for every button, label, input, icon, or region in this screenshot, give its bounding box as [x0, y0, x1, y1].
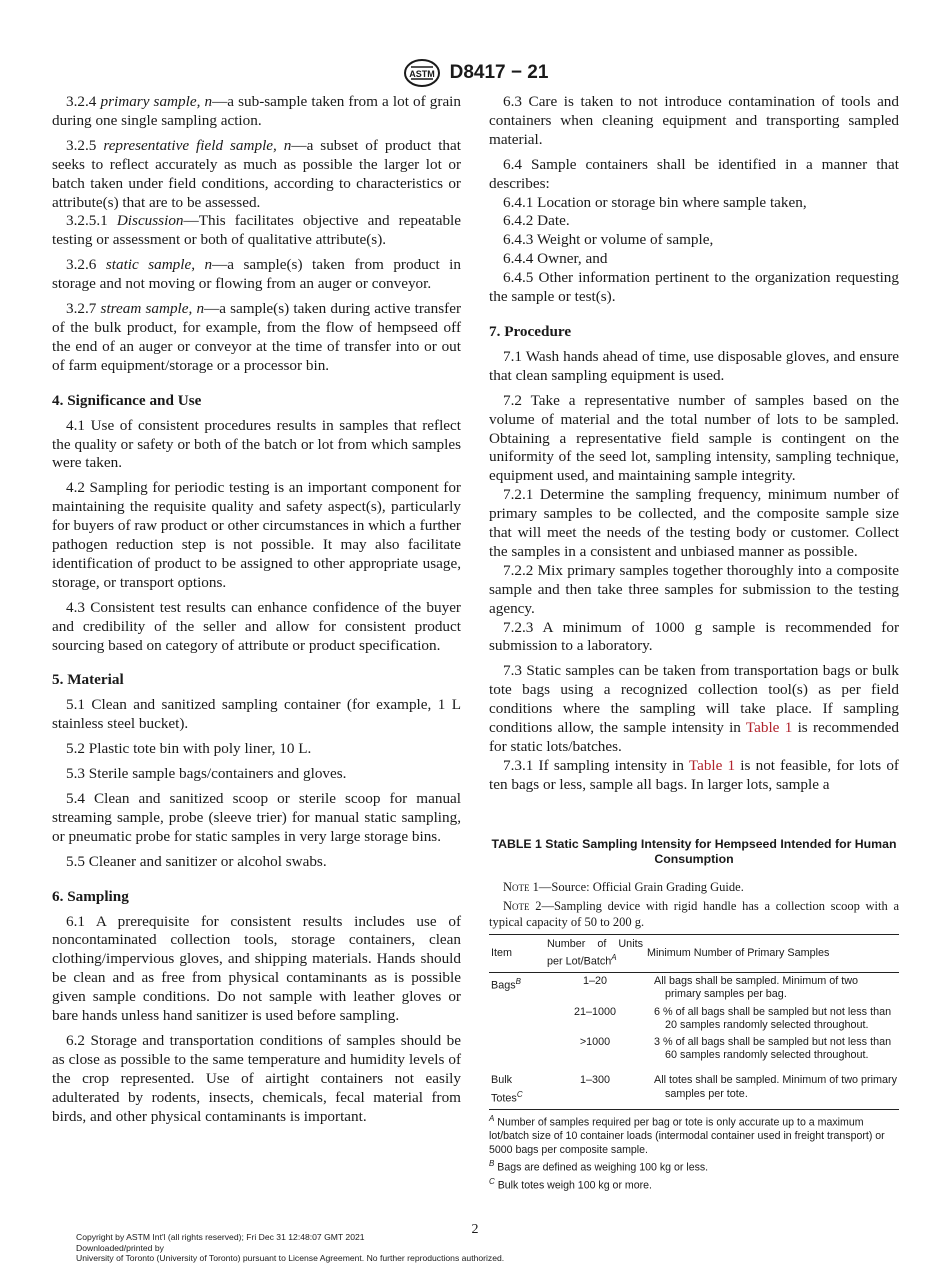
paragraph-7-2-2: 7.2.2 Mix primary samples together thoroughly into a composite sample and then take three samples for submission to the testing agency.: [489, 561, 899, 617]
table-header-row: [489, 935, 899, 973]
paragraph-3-2-6: 3.2.6 static sample, n—a sample(s) taken from product in storage and not moving or flowing from an auger or conveyor.: [52, 256, 461, 293]
paragraph-4-3: 4.3 Consistent test results can enhance confidence of the buyer and credibility of the seller and allow for consistent product sourcing based on category of attribute or product specification.: [52, 598, 461, 654]
section-heading-6: 6. Sampling: [52, 887, 129, 905]
paragraph-4-1: 4.1 Use of consistent procedures results in samples that reflect the quality or safety or both of the batch or lot from which samples were taken.: [52, 416, 461, 472]
table-footnote-b: $^B$ Bags are defined as weighing 100 kg or less.: [489, 1158, 709, 1174]
paragraph-6-2: 6.2 Storage and transportation conditions of samples should be as close as possible to the same temperature and humidity levels of the crop represented. Use of airtight containers not easily adulterated by rodents, insects, chemicals, fecal material from birds, and other physical contaminants is important.: [52, 1031, 461, 1125]
paragraph-6-4-1: 6.4.1 Location or storage bin where sample taken,: [503, 193, 807, 211]
page-number: 2: [471, 1222, 479, 1237]
table-note-2: Note 2—Sampling device with rigid handle has a collection scoop with a typical capacity of 50 to 200 g.: [489, 899, 899, 929]
table-1-caption: TABLE 1 Static Sampling Intensity for Hempseed Intended for Human Consumption: [491, 836, 897, 867]
paragraph-3-2-7: 3.2.7 stream sample, n—a sample(s) taken during active transfer of the bulk product, for example, from the flow of hempseed off the end of an auger or conveyor at the time of transfer into or out of farm equipment/storage or a processor bin.: [52, 300, 462, 374]
svg-text:ASTM: ASTM: [408, 69, 435, 79]
table-row: >1000 3 % of all bags shall be sampled but not less than 60 samples randomly selected throughout.: [579, 1036, 892, 1062]
section-heading-4: 4. Significance and Use: [52, 391, 202, 409]
table-footnote-a: $^A$ Number of samples required per bag or tote is only accurate up to a maximum lot/batch size of 10 container loads (intermodal container used in freight transport) or 5000 bags per composite sample.: [489, 1114, 885, 1156]
table-1-link[interactable]: Table 1: [688, 756, 736, 774]
column-header-units: Number of Units per Lot/Batch$^A$: [545, 935, 645, 973]
astm-logo-icon: [402, 58, 442, 88]
paragraph-5-2: 5.2 Plastic tote bin with poly liner, 10 L.: [66, 740, 312, 758]
column-header-item: Item: [489, 935, 545, 973]
document-designation: D8417 − 21: [449, 62, 549, 83]
paragraph-7-3: 7.3 Static samples can be taken from transportation bags or bulk tote bags using a recognized collection tool(s) as per field conditions where the sampling will take place. If sampling conditions allow, the sample intensity in Table 1 is recommended for static lots/batches.: [489, 662, 899, 755]
sampling-intensity-table: [489, 934, 899, 1110]
paragraph-6-4-2: 6.4.2 Date.: [503, 212, 570, 230]
table-row: 21–1000 6 % of all bags shall be sampled but not less than 20 samples randomly selected throughout.: [573, 1005, 892, 1031]
table-note-1: Note 1—Source: Official Grain Grading Guide.: [503, 879, 744, 894]
paragraph-3-2-5-1: 3.2.5.1 Discussion—This facilitates objective and repeatable testing or assessment or both of qualitative attribute(s).: [52, 212, 462, 249]
paragraph-3-2-5: 3.2.5 representative field sample, n—a subset of product that seeks to reflect accurately as much as possible the larger lot or batch taken under field conditions, according to characteristics or attribute(s) that are to be assessed.: [52, 136, 461, 211]
left-column: [52, 93, 461, 1133]
section-heading-7: 7. Procedure: [489, 322, 572, 340]
paragraph-3-2-4: 3.2.4 primary sample, n—a sub-sample taken from a lot of grain during one single sampling action.: [52, 93, 461, 129]
table-row: Bulk Totes$^C$ 1–300 All totes shall be sampled. Minimum of two primary samples per tote.: [489, 1064, 899, 1110]
section-heading-5: 5. Material: [52, 671, 124, 689]
copyright-notice: Copyright by ASTM Int'l (all rights reserved); Fri Dec 31 12:48:07 GMT 2021 Downloaded/printed by University of Toronto (University of Toronto) pursuant to License Agreement. No further reproductions authorized.: [76, 1232, 505, 1264]
paragraph-6-4-3: 6.4.3 Weight or volume of sample,: [503, 231, 714, 249]
page-header: [0, 58, 950, 88]
paragraph-7-2-3: 7.2.3 A minimum of 1000 g sample is recommended for submission to a laboratory.: [489, 618, 899, 655]
paragraph-7-2-1: 7.2.1 Determine the sampling frequency, minimum number of primary samples to be collected, and the composite sample size that will meet the needs of the testing body or customer. Collect the samples in a consistent and unbiased manner as possible.: [489, 486, 899, 560]
paragraph-6-3: 6.3 Care is taken to not introduce contamination of tools and containers when cleaning equipment and transporting sampled material.: [489, 93, 899, 148]
table-1-link[interactable]: Table 1: [745, 719, 793, 737]
paragraph-5-4: 5.4 Clean and sanitized scoop or sterile scoop for manual streaming sample, probe (sleeve trier) for manual static sampling, or pneumatic probe for static samples in very large storage bins.: [52, 790, 461, 845]
paragraph-4-2: 4.2 Sampling for periodic testing is an important component for maintaining the requisite quality and safety aspect(s), particularly for buyers of raw product or other circumstances in which a further pathogen reduction step is not possible. It may also facilitate identification of product to be assigned to other appropriate usage, storage, or transport options.: [52, 479, 461, 591]
column-header-min-samples: Minimum Number of Primary Samples: [645, 935, 899, 973]
paragraph-7-3-1: 7.3.1 If sampling intensity in Table 1 is not feasible, for lots of ten bags or less, sample all bags. In larger lots, sample a: [489, 756, 899, 793]
table-footnote-c: $^C$ Bulk totes weigh 100 kg or more.: [489, 1176, 653, 1192]
paragraph-6-4-4: 6.4.4 Owner, and: [503, 250, 608, 268]
right-column: [489, 93, 899, 1193]
paragraph-6-4-5: 6.4.5 Other information pertinent to the organization requesting the sample or test(s).: [489, 269, 899, 306]
paragraph-6-1: 6.1 A prerequisite for consistent results includes use of noncontaminated collection tools, storage containers, clean clothing/impervious gloves, and shipping materials. Hands should be clean and as free from physical contaminants as is possible given sample conditions. Do not sample with leather gloves or bare hands unless hand sanitizer is used before sampling.: [52, 912, 461, 1025]
paragraph-5-3: 5.3 Sterile sample bags/containers and gloves.: [66, 765, 347, 783]
paragraph-5-5: 5.5 Cleaner and sanitizer or alcohol swabs.: [66, 852, 327, 870]
paragraph-6-4: 6.4 Sample containers shall be identified in a manner that describes:: [489, 155, 899, 192]
table-row: Bags$^B$ 1–20 All bags shall be sampled. Minimum of two primary samples per bag.: [491, 975, 859, 1001]
paragraph-5-1: 5.1 Clean and sanitized sampling container (for example, 1 L stainless steel bucket).: [52, 696, 461, 733]
paragraph-7-2: 7.2 Take a representative number of samples based on the volume of material and the total number of lots to be sampled. Obtaining a representative field sample is contingent on the uniformity of the seed lot, sampling intensity, sampling technique, equipment used, and maintaining sample integrity.: [489, 391, 899, 485]
paragraph-7-1: 7.1 Wash hands ahead of time, use disposable gloves, and ensure that clean sampling equipment is used.: [489, 347, 899, 384]
